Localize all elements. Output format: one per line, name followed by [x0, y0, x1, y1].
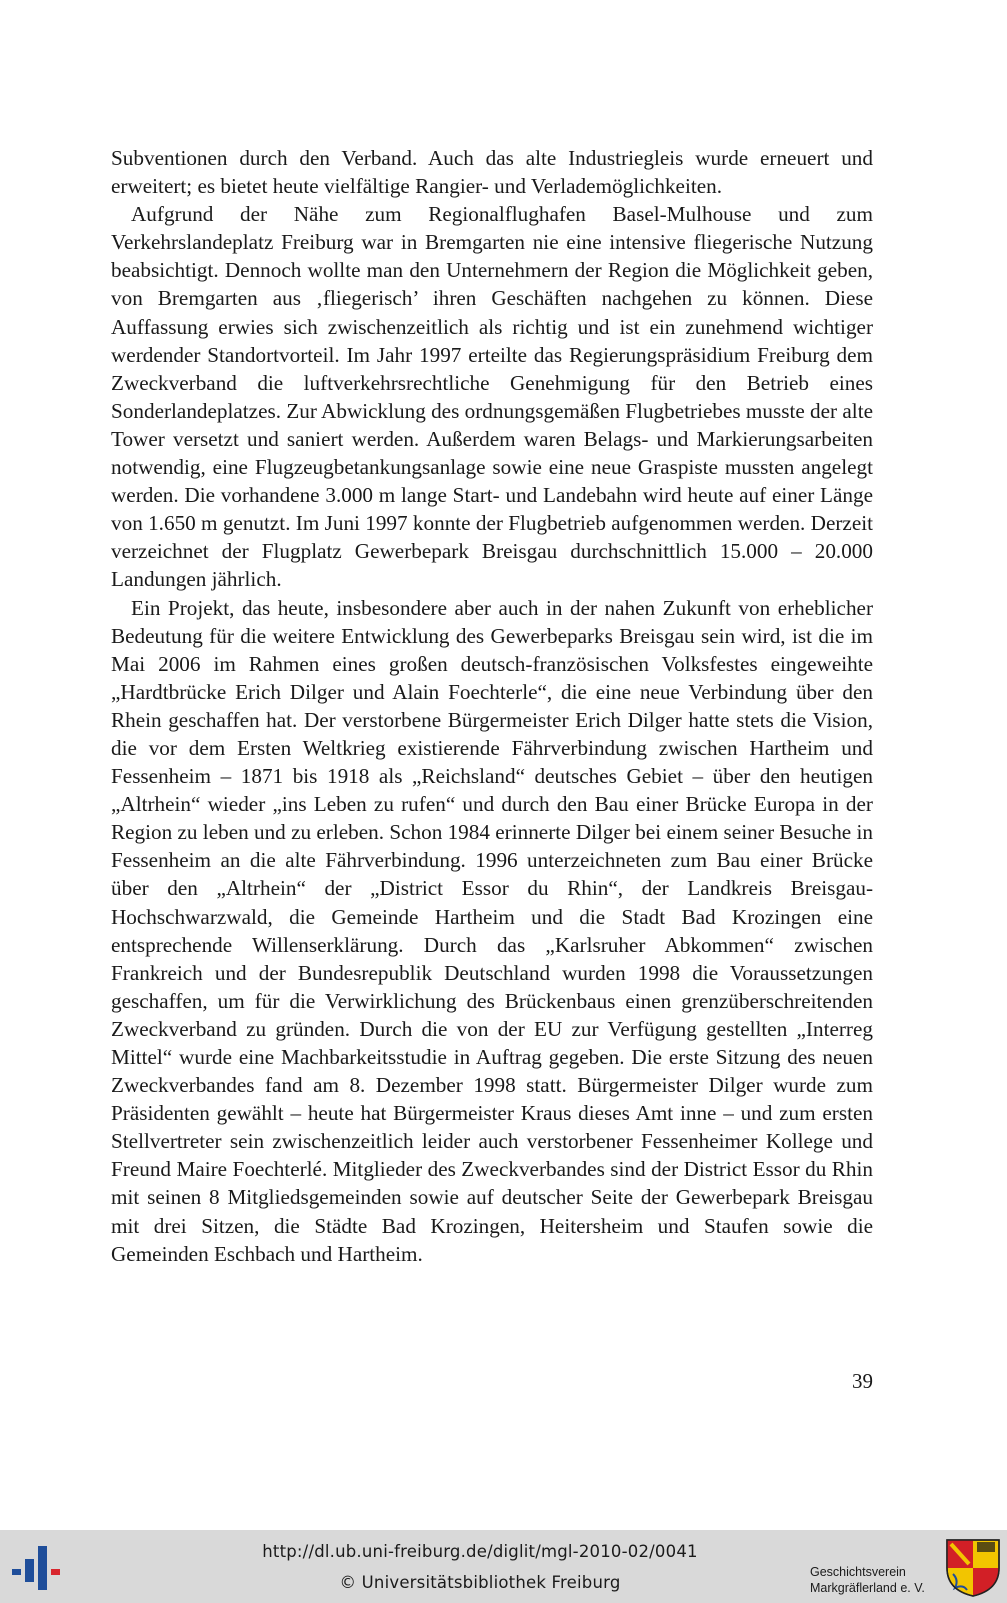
- body-text: [111, 144, 873, 1268]
- footer-url-link[interactable]: http://dl.ub.uni-freiburg.de/diglit/mgl-2010-02/0041: [262, 1542, 698, 1561]
- society-line-1: Geschichtsverein: [810, 1565, 906, 1579]
- footer-bar: [0, 1530, 1007, 1603]
- paragraph-2: Aufgrund der Nähe zum Regionalflughafen Basel-Mulhouse und zum Verkehrslandeplatz Freiburg war in Bremgarten nie eine intensive fliegerische Nutzung beabsichtigt. Dennoch wollte man den Unternehmern der Region die Möglichkeit geben, von Bremgarten aus ‚fliegerisch’ ihren Geschäften nachgehen zu können. Diese Auffassung erwies sich zwischenzeitlich als richtig und ist ein zunehmend wichtiger werdender Standortvorteil. Im Jahr 1997 erteilte das Regierungspräsidium Freiburg dem Zweckverband die luftverkehrsrechtliche Genehmigung für den Betrieb eines Sonderlandeplatzes. Zur Abwicklung des ordnungsgemäßen Flugbetriebes musste der alte Tower versetzt und saniert werden. Außerdem waren Belags- und Markierungsarbeiten notwendig, eine Flugzeugbetankungsanlage sowie eine neue Graspiste mussten angelegt werden. Die vorhandene 3.000 m lange Start- und Landebahn wird heute auf einer Länge von 1.650 m genutzt. Im Juni 1997 konnte der Flugbetrieb aufgenommen werden. Derzeit verzeichnet der Flugplatz Gewerbepark Breisgau durchschnittlich 15.000 – 20.000 Landungen jährlich.: [111, 202, 873, 592]
- paragraph-1: Subventionen durch den Verband. Auch das alte Industriegleis wurde erneuert und erweitert; es bietet heute vielfältige Rangier- und Verlademöglichkeiten.: [111, 146, 873, 199]
- society-name: [810, 1564, 950, 1596]
- ub-freiburg-logo-icon: [12, 1544, 64, 1590]
- society-line-2: Markgräflerland e. V.: [810, 1581, 925, 1595]
- coat-of-arms-icon: [945, 1538, 1001, 1598]
- paragraph-3: Ein Projekt, das heute, insbesondere aber auch in der nahen Zukunft von erheblicher Bedeutung für die weitere Entwicklung des Gewerbeparks Breisgau sein wird, ist die im Mai 2006 im Rahmen eines großen deutsch-französischen Volksfestes eingeweihte „Hardtbrücke Erich Dilger und Alain Foechterle“, die eine neue Verbindung über den Rhein geschaffen hat. Der verstorbene Bürgermeister Erich Dilger hatte stets die Vision, die vor dem Ersten Weltkrieg existierende Fährverbindung zwischen Hartheim und Fessenheim – 1871 bis 1918 als „Reichsland“ deutsches Gebiet – über den heutigen „Altrhein“ wieder „ins Leben zu rufen“ und durch den Bau einer Brücke Europa in der Region zu leben und zu erleben. Schon 1984 erinnerte Dilger bei einem seiner Besuche in Fessenheim an die alte Fährverbindung. 1996 unterzeichneten zum Bau einer Brücke über den „Altrhein“ der „District Essor du Rhin“, der Landkreis Breisgau-Hochschwarzwald, die Gemeinde Hartheim und die Stadt Bad Krozingen eine entsprechende Willenserklärung. Durch das „Karlsruher Abkommen“ zwischen Frankreich und der Bundesrepublik Deutschland wurden 1998 die Voraussetzungen geschaffen, um für die Verwirklichung des Brückenbaus einen grenzüberschreitenden Zweckverband zu gründen. Durch die von der EU zur Verfügung gestellten „Interreg Mittel“ wurde eine Machbarkeitsstudie in Auftrag gegeben. Die erste Sitzung des neuen Zweckverbandes fand am 8. Dezember 1998 statt. Bürgermeister Dilger wurde zum Präsidenten gewählt – heute hat Bürgermeister Kraus dieses Amt inne – und zum ersten Stellvertreter sein zwischenzeitlich leider auch verstorbener Fessenheimer Kollege und Freund Maire Foechterlé. Mitglieder des Zweckverbandes sind der District Essor du Rhin mit seinen 8 Mitgliedsgemeinden sowie auf deutscher Seite der Gewerbepark Breisgau mit drei Sitzen, die Städte Bad Krozingen, Heitersheim und Staufen sowie die Gemeinden Eschbach und Hartheim.: [111, 595, 873, 1266]
- footer-copyright: © Universitätsbibliothek Freiburg: [339, 1573, 621, 1592]
- page-number: 39: [852, 1369, 873, 1393]
